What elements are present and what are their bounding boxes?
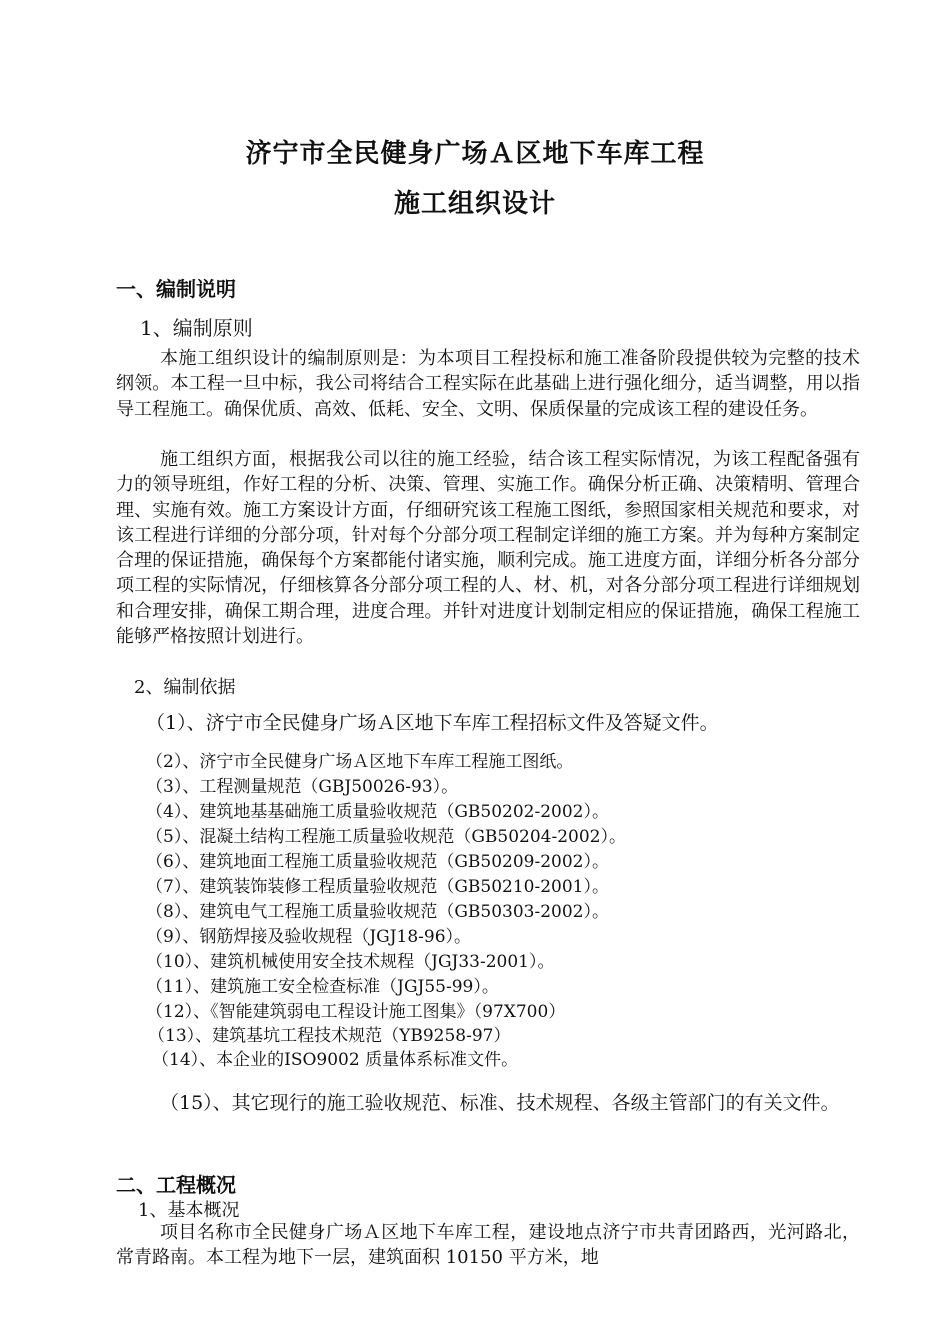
subsection-heading: 1、基本概况 bbox=[138, 1200, 240, 1221]
reference-item: （5）、混凝土结构工程施工质量验收规范（GB50204-2002）。 bbox=[146, 827, 626, 847]
paragraph: 施工组织方面，根据我公司以往的施工经验，结合该工程实际情况，为该工程配备强有力的领导班组，作好工程的分析、决策、管理、实施工作。确保分析正确、决策精明、管理合理、实施有效。施工方案设计方面，仔细研究该工程施工图纸，参照国家相关规范和要求，对该工程进行详细的分部分项，针对每个分部分项工程制定详细的施工方案。并为每种方案制定合理的保证措施，确保每个方案都能付诸实施，顺利完成。施工进度方面，详细分析各分部分项工程的实际情况，仔细核算各分部分项工程的人、材、机，对各分部分项工程进行详细规划和合理安排，确保工期合理，进度合理。并针对进度计划制定相应的保证措施，确保工程施工能够严格按照计划进行。 bbox=[116, 449, 860, 648]
reference-item: （11）、建筑施工安全检查标准（JGJ55-99）。 bbox=[146, 977, 499, 997]
reference-item: （3）、工程测量规范（GBJ50026-93）。 bbox=[146, 777, 459, 797]
document-subtitle: 施工组织设计 bbox=[393, 189, 556, 219]
section-heading-1: 一、编制说明 bbox=[116, 277, 236, 301]
subsection-heading: 2、编制依据 bbox=[134, 677, 236, 698]
section-heading-2: 二、工程概况 bbox=[116, 1173, 236, 1197]
reference-item: （4）、建筑地基基础施工质量验收规范（GB50202-2002）。 bbox=[146, 802, 609, 822]
reference-item: （2）、济宁市全民健身广场Ａ区地下车库工程施工图纸。 bbox=[146, 752, 574, 772]
paragraph: 项目名称市全民健身广场Ａ区地下车库工程，建设地点济宁市共青团路西，光河路北，常青路南。本工程为地下一层，建筑面积 10150 平方米，地 bbox=[116, 1222, 860, 1269]
reference-item: （15）、其它现行的施工验收规范、标准、技术规程、各级主管部门的有关文件。 bbox=[160, 1092, 840, 1114]
reference-item: （1）、济宁市全民健身广场Ａ区地下车库工程招标文件及答疑文件。 bbox=[146, 712, 719, 734]
reference-item: （10）、建筑机械使用安全技术规程（JGJ33-2001）。 bbox=[146, 952, 555, 972]
subsection-heading: 1、编制原则 bbox=[140, 316, 253, 340]
paragraph: 本施工组织设计的编制原则是：为本项目工程投标和施工准备阶段提供较为完整的技术纲领。本工程一旦中标，我公司将结合工程实际在此基础上进行强化细分，适当调整，用以指导工程施工。确保优质、高效、低耗、安全、文明、保质保量的完成该工程的建设任务。 bbox=[116, 348, 860, 420]
reference-item: （13）、建筑基坑工程技术规范（YB9258-97） bbox=[148, 1026, 511, 1046]
reference-item: （6）、建筑地面工程施工质量验收规范（GB50209-2002）。 bbox=[146, 852, 609, 872]
reference-item: （7）、建筑装饰装修工程质量验收规范（GB50210-2001）。 bbox=[146, 877, 609, 897]
reference-item: （9）、钢筋焊接及验收规程（JGJ18-96）。 bbox=[146, 927, 472, 947]
document-title: 济宁市全民健身广场Ａ区地下车库工程 bbox=[245, 139, 705, 169]
reference-item: （12）、《智能建筑弱电工程设计施工图集》（97X700） bbox=[146, 1002, 566, 1022]
reference-item: （14）、本企业的ISO9002 质量体系标准文件。 bbox=[152, 1050, 519, 1070]
reference-item: （8）、建筑电气工程施工质量验收规范（GB50303-2002）。 bbox=[146, 902, 609, 922]
